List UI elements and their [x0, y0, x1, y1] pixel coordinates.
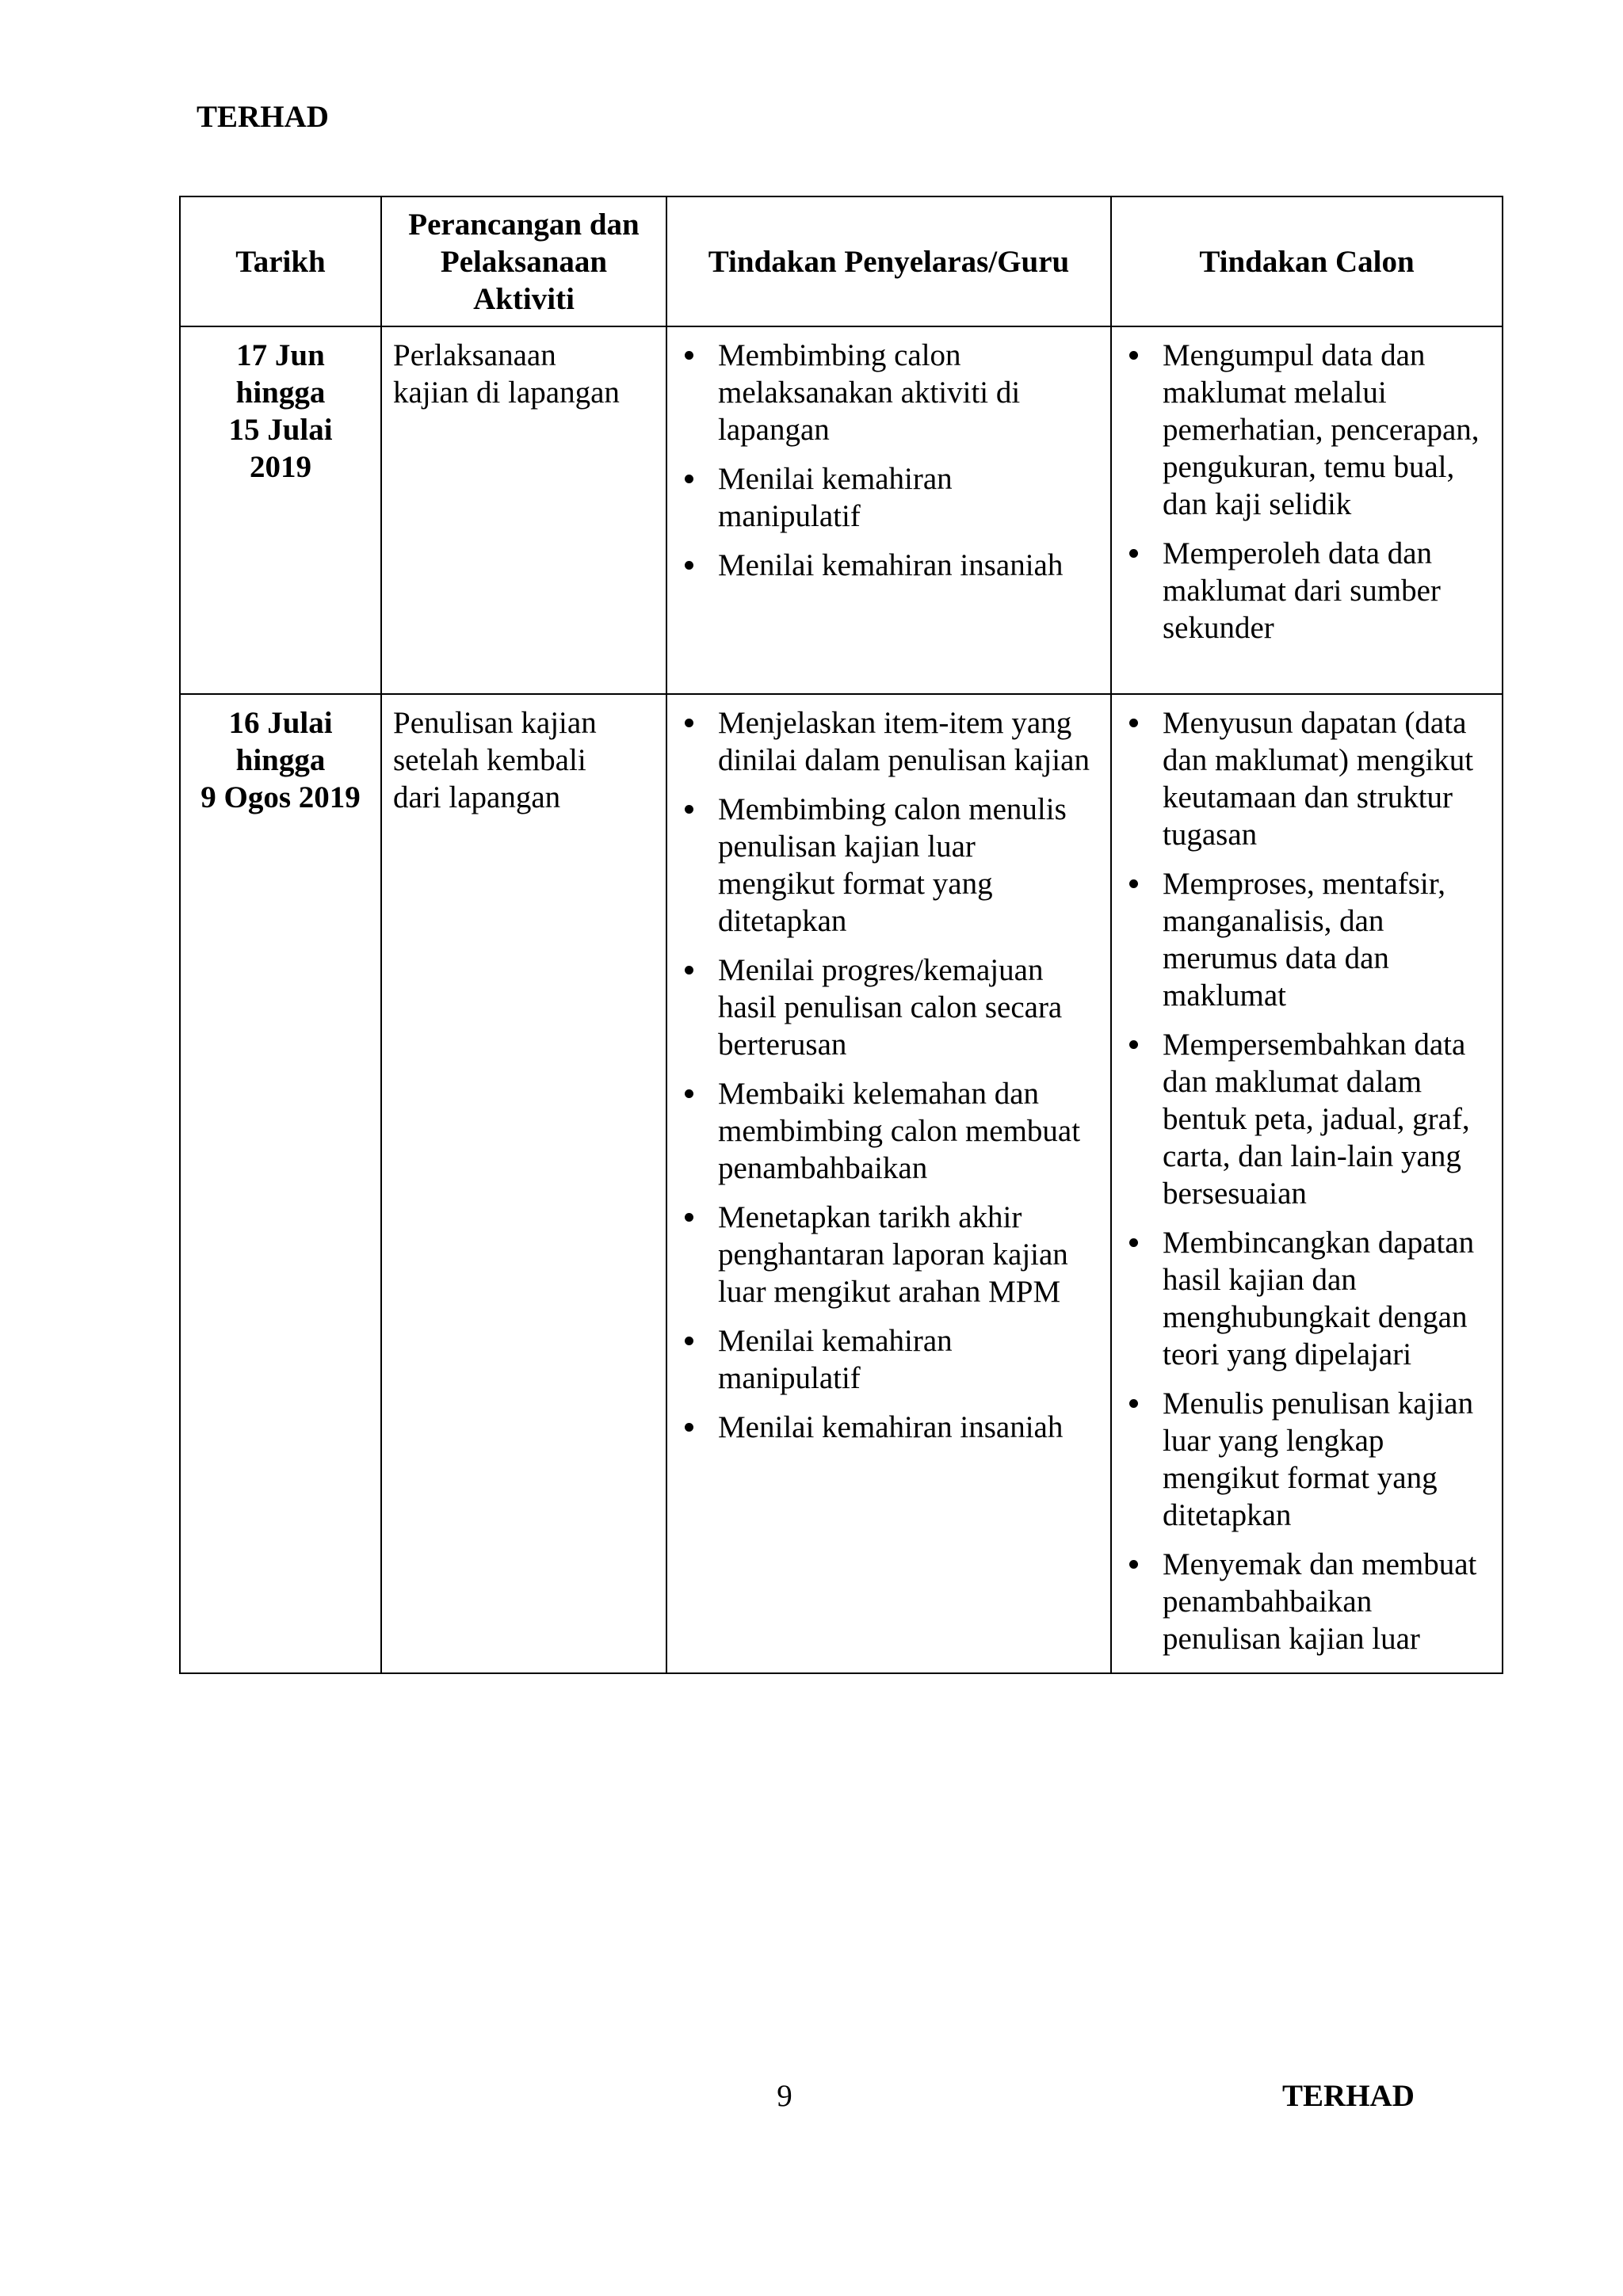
column-header-coordinator-actions: Tindakan Penyelaras/Guru [666, 196, 1111, 326]
list-item: Membimbing calon menulis penulisan kajian luar mengikut format yang ditetapkan [678, 791, 1099, 940]
date-line: 9 Ogos 2019 [200, 780, 361, 814]
list-item: Menilai kemahiran manipulatif [678, 460, 1099, 535]
list-item: Mengumpul data dan maklumat melalui pemerhatian, pencerapan, pengukuran, temu bual, dan kaji selidik [1123, 337, 1491, 523]
candidate-actions-cell [1111, 326, 1503, 694]
date-line: hingga [235, 743, 326, 777]
list-item: Membaiki kelemahan dan membimbing calon membuat penambahbaikan [678, 1075, 1099, 1187]
footer-classification-label: TERHAD [1282, 2079, 1415, 2113]
list-item: Menyemak dan membuat penambahbaikan penulisan kajian luar [1123, 1546, 1491, 1657]
table-row [180, 694, 1503, 1673]
table-header-row [180, 196, 1503, 326]
coordinator-actions-list [678, 704, 1099, 1446]
header-classification-label: TERHAD [197, 100, 329, 134]
column-header-candidate-actions: Tindakan Calon [1111, 196, 1503, 326]
list-item: Membimbing calon melaksanakan aktiviti di lapangan [678, 337, 1099, 448]
page-number: 9 [777, 2079, 792, 2113]
list-item: Menilai kemahiran insaniah [678, 1409, 1099, 1446]
list-item: Mempersembahkan data dan maklumat dalam bentuk peta, jadual, graf, carta, dan lain-lain yang bersesuaian [1123, 1026, 1491, 1212]
candidate-actions-list [1123, 337, 1491, 646]
list-item: Menilai progres/kemajuan hasil penulisan calon secara berterusan [678, 952, 1099, 1063]
column-header-date: Tarikh [180, 196, 381, 326]
date-line: 2019 [250, 450, 311, 484]
date-line: 15 Julai [228, 413, 333, 447]
candidate-actions-list [1123, 704, 1491, 1657]
candidate-actions-cell [1111, 694, 1503, 1673]
date-line: hingga [235, 376, 326, 410]
list-item: Membincangkan dapatan hasil kajian dan menghubungkait dengan teori yang dipelajari [1123, 1224, 1491, 1373]
list-item: Menetapkan tarikh akhir penghantaran laporan kajian luar mengikut arahan MPM [678, 1199, 1099, 1310]
activity-line: setelah kembali [393, 743, 586, 777]
list-item: Menyusun dapatan (data dan maklumat) mengikut keutamaan dan struktur tugasan [1123, 704, 1491, 853]
activity-line: kajian di lapangan [393, 376, 620, 410]
coordinator-actions-list [678, 337, 1099, 584]
list-item: Menilai kemahiran insaniah [678, 547, 1099, 584]
list-item: Menjelaskan item-item yang dinilai dalam penulisan kajian [678, 704, 1099, 779]
coordinator-actions-cell [666, 694, 1111, 1673]
list-item: Memproses, mentafsir, manganalisis, dan merumus data dan maklumat [1123, 865, 1491, 1014]
activity-cell [381, 326, 666, 694]
date-line: 17 Jun [236, 338, 325, 372]
table-row [180, 326, 1503, 694]
coordinator-actions-cell [666, 326, 1111, 694]
list-item: Menilai kemahiran manipulatif [678, 1322, 1099, 1397]
activity-schedule-table [179, 196, 1503, 1674]
column-header-activity: Perancangan dan Pelaksanaan Aktiviti [381, 196, 666, 326]
activity-line: Perlaksanaan [393, 338, 556, 372]
list-item: Memperoleh data dan maklumat dari sumber sekunder [1123, 535, 1491, 646]
activity-line: Penulisan kajian [393, 706, 597, 740]
date-line: 16 Julai [228, 706, 333, 740]
list-item: Menulis penulisan kajian luar yang lengkap mengikut format yang ditetapkan [1123, 1385, 1491, 1534]
activity-cell [381, 694, 666, 1673]
activity-line: dari lapangan [393, 780, 561, 814]
date-cell [180, 694, 381, 1673]
date-cell [180, 326, 381, 694]
